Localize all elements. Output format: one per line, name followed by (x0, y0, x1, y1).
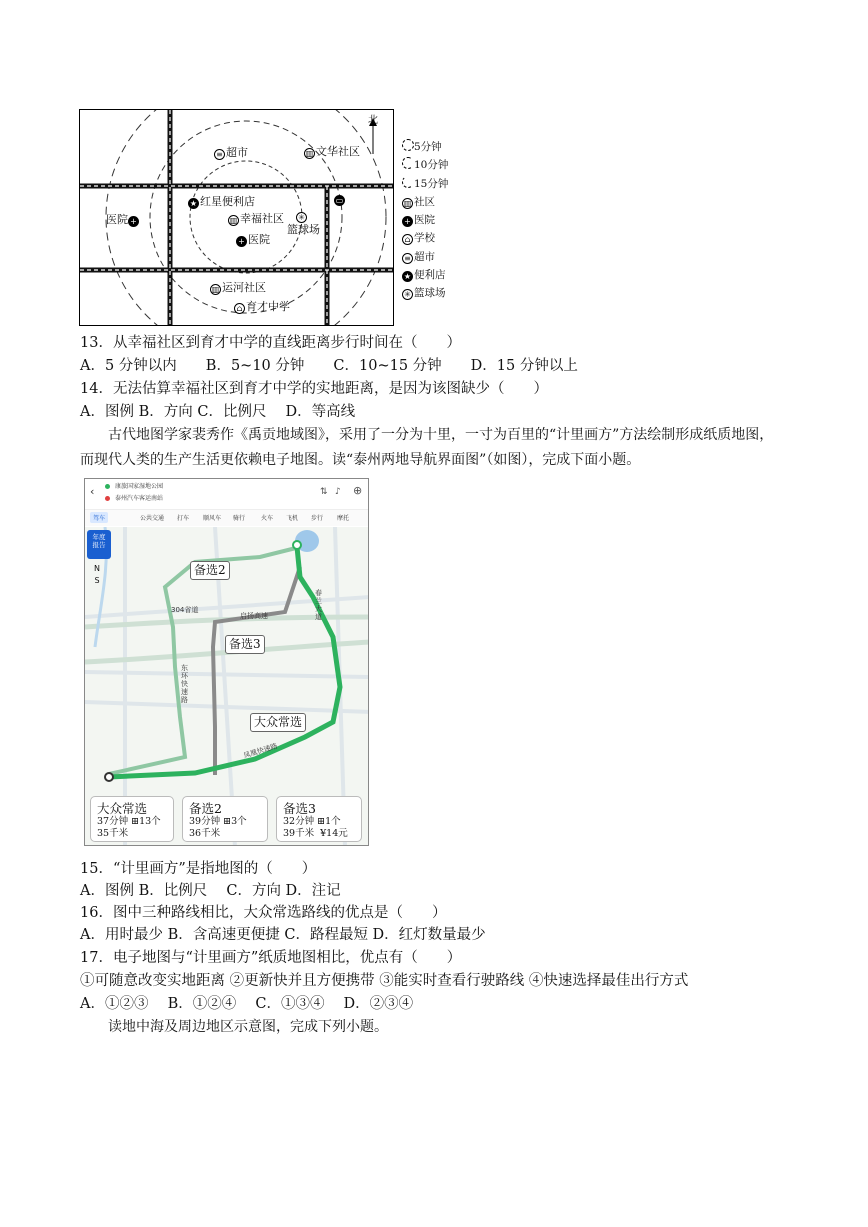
add-stop-icon[interactable]: ⊕ (353, 484, 363, 497)
tab-train[interactable]: 火车 (261, 515, 274, 522)
basketball-icon: ✳ (296, 212, 307, 223)
map-legend (402, 138, 448, 303)
question-17: 17．电子地图与“计里画方”纸质地图相比，优点有（ ） (80, 950, 462, 966)
tab-carpool[interactable]: 顺风车 (203, 515, 222, 522)
road-label: 春兰大道 (315, 589, 322, 621)
wenhua-label: ▥ 文华社区 (305, 145, 360, 158)
back-icon[interactable]: ‹ (90, 485, 95, 498)
route-card-primary[interactable] (90, 796, 174, 842)
tab-transit[interactable]: 公共交通 (140, 515, 165, 522)
question-17-options: A．①②③ B．①②④ C．①③④ D．②③④ (80, 996, 414, 1012)
annual-report-badge[interactable]: 年度 报告 (87, 530, 111, 559)
end-field[interactable]: 泰州汽车客运南站 (115, 495, 164, 502)
supermarket-icon: ≡ (214, 149, 225, 160)
route-card-title: 备选3 (283, 801, 316, 816)
swap-icon[interactable]: ⇅ (320, 487, 328, 497)
route-tag-alt2[interactable]: 备选2 (190, 561, 230, 580)
tab-taxi[interactable]: 打车 (177, 515, 190, 522)
bus-icon-pos (334, 192, 346, 206)
route-card-detail: 39分钟 ⊞3个 36千米 (189, 816, 247, 839)
route-card-detail: 32分钟 ⊞1个 39千米 ¥14元 (283, 816, 348, 839)
community-icon: ▥ (229, 216, 238, 225)
question-13-options: A．5 分钟以内 B．5~10 分钟 C．10~15 分钟 D．15 分钟以上 (80, 358, 578, 374)
community-icon: ▥ (305, 149, 314, 158)
circle-5-icon (402, 139, 414, 151)
store-icon: ★ (403, 272, 412, 282)
legend-item: 15分钟 (402, 175, 448, 193)
route-card-alt3[interactable] (276, 796, 362, 842)
legend-item: ⌂ 学校 (402, 229, 448, 247)
tab-walk[interactable]: 步行 (311, 515, 324, 522)
start-marker (293, 541, 301, 549)
hospital-icon: + (128, 216, 139, 227)
community-map (79, 109, 394, 326)
question-16-options: A．用时最少 B．含高速更便捷 C．路程最短 D．红灯数量最少 (80, 927, 486, 943)
xingfu-label: ▥ 幸福社区 (229, 212, 284, 225)
road-label: 东环快速路 (181, 664, 188, 704)
question-15: 15．“计里画方”是指地图的（ ） (80, 861, 317, 877)
court-label: 篮球场 (287, 223, 320, 236)
community-icon: ▥ (211, 285, 220, 294)
tab-flight[interactable]: 飞机 (286, 515, 299, 522)
store-icon: ★ (189, 199, 198, 208)
question-16: 16．图中三种路线相比，大众常选路线的优点是（ ） (80, 905, 447, 921)
basketball-icon-pos (296, 209, 308, 223)
bus-icon: ▭ (335, 196, 344, 205)
legend-item: 5分钟 (402, 138, 448, 156)
voice-icon[interactable]: ♪ (335, 487, 341, 497)
road-label: 启扬高速 (240, 612, 268, 620)
yunhe-label: ▥ 运河社区 (211, 281, 266, 294)
route-card-title: 大众常选 (97, 801, 148, 816)
transport-tabs (85, 510, 369, 526)
end-marker (105, 773, 113, 781)
end-dot-icon (105, 496, 110, 501)
question-14-options: A．图例 B．方向 C．比例尺 D．等高线 (80, 404, 356, 420)
compass-icon: N S (94, 564, 100, 585)
hospital-icon: + (402, 216, 413, 227)
route-card-alt2[interactable] (182, 796, 268, 842)
tab-moto[interactable]: 摩托 (337, 515, 350, 522)
community-icon: ▥ (403, 198, 412, 208)
question-13: 13．从幸福社区到育才中学的直线距离步行时间在（ ） (80, 335, 461, 351)
question-15-options: A．图例 B．比例尺 C．方向 D．注记 (80, 883, 341, 899)
school-icon: ⌂ (234, 303, 245, 314)
basketball-icon: ✳ (402, 289, 413, 300)
legend-item: 10分钟 (402, 156, 448, 174)
legend-item: ≡ 超市 (402, 248, 448, 266)
tab-ride[interactable]: 骑行 (233, 515, 246, 522)
road-label: 304省道 (171, 606, 199, 614)
supermarket-label: ≡ 超市 (214, 146, 248, 160)
yucai-label: ⌂ 育才中学 (234, 300, 290, 314)
tab-drive[interactable]: 驾车 (90, 512, 108, 523)
route-tag-alt3[interactable]: 备选3 (225, 635, 265, 654)
route-header (85, 479, 369, 510)
legend-item: ✳ 篮球场 (402, 284, 448, 302)
passage-1: 古代地图学家裴秀作《禹贡地域图》，采用了一分为十里，一寸为百里的“计里画方”方法绘制形成纸质地图，而现代人类的生产生活更依赖电子地图。读“泰州两地导航界面图”（如图），完成下面小题。 (80, 427, 774, 468)
route-card-title: 备选2 (189, 801, 222, 816)
circle-10-icon (402, 157, 414, 169)
legend-item: ★ 便利店 (403, 269, 446, 282)
hospital-center-label: + 医院 (236, 233, 270, 247)
route-tag-primary[interactable]: 大众常选 (250, 713, 306, 732)
legend-item: ▥ 社区 (403, 195, 435, 208)
question-14: 14．无法估算幸福社区到育才中学的实地距离，是因为该图缺少（ ） (80, 381, 548, 397)
legend-item: + 医院 (402, 211, 448, 229)
hongxing-label: ★ 红星便利店 (189, 195, 255, 208)
supermarket-icon: ≡ (402, 253, 413, 264)
circle-15-icon (402, 176, 414, 188)
school-icon: ⌂ (402, 234, 413, 245)
route-card-detail: 37分钟 ⊞13个 35千米 (97, 816, 161, 839)
passage-2: 读地中海及周边地区示意图，完成下列小题。 (108, 1019, 388, 1035)
road-label: 凤凰快速路 (242, 742, 279, 760)
north-label: 北 (368, 115, 378, 126)
start-dot-icon (105, 484, 110, 489)
hospital-icon: + (236, 236, 247, 247)
question-17-items: ①可随意改变实地距离 ②更新快并且方便携带 ③能实时查看行驶路线 ④快速选择最佳出行方式 (80, 973, 689, 989)
start-field[interactable]: 康旅国家湿地公园 (115, 483, 164, 490)
hospital-left-label: 医院 + (106, 213, 140, 227)
navigation-screenshot (84, 478, 369, 846)
